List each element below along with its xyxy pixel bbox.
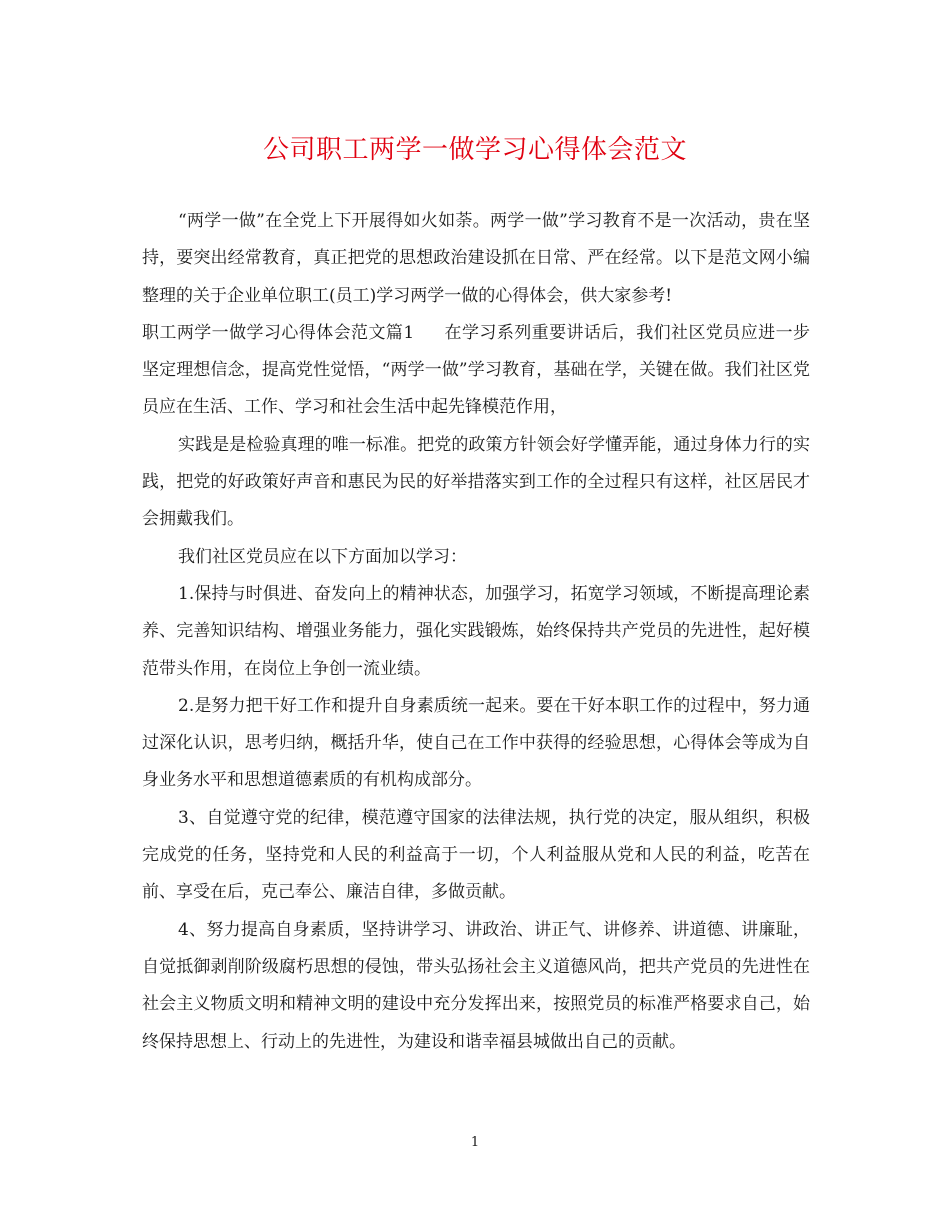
body-paragraph-practice: 实践是是检验真理的唯一标准。把党的政策方针领会好学懂弄能，通过身体力行的实践，把党的好政策好声音和惠民为民的好举措落实到工作的全过程只有这样，社区居民才会拥戴我们。: [142, 434, 810, 530]
list-item-4: 4、努力提高自身素质，坚持讲学习、讲政治、讲正气、讲修养、讲道德、讲廉耻，自觉抵御剥削阶级腐朽思想的侵蚀，带头弘扬社会主义道德风尚，把共产党员的先进性在社会主义物质文明和精神文明的建设中充分发挥出来，按照党员的标准严格要求自己，始终保持思想上、行动上的先进性，为建设和谐幸福县城做出自己的贡献。: [142, 919, 810, 1052]
intro-paragraph: “两学一做”在全党上下开展得如火如荼。两学一做”学习教育不是一次活动，贵在坚持，要突出经常教育，真正把党的思想政治建设抓在日常、严在经常。以下是范文网小编整理的关于企业单位职工(员工)学习两学一做的心得体会，供大家参考!: [142, 211, 810, 306]
body-paragraph-list-intro: 我们社区党员应在以下方面加以学习：: [178, 546, 467, 567]
list-item-3: 3、自觉遵守党的纪律，模范遵守国家的法律法规，执行党的决定，服从组织，积极完成党的任务，坚持党和人民的利益高于一切，个人利益服从党和人民的利益，吃苦在前、享受在后，克己奉公、廉洁自律，多做贡献。: [142, 807, 810, 903]
document-body: [142, 203, 810, 1061]
section-paragraph: [142, 315, 810, 427]
section-lead: 在学习系列重要讲话后，我们社区党员应进一步坚定理想信念，提高党性觉悟，“两学一做”学习教育，基础在学，关键在做。我们社区党员应在生活、工作、学习和社会生活中起先锋模范作用，: [142, 322, 810, 418]
document-title: 公司职工两学一做学习心得体会范文: [262, 135, 687, 165]
section-heading: 职工两学一做学习心得体会范文篇1: [142, 322, 415, 343]
page-number: 1: [470, 1135, 480, 1150]
list-item-2: 2.是努力把干好工作和提升自身素质统一起来。要在干好本职工作的过程中，努力通过深化认识，思考归纳，概括升华，使自己在工作中获得的经验思想，心得体会等成为自身业务水平和思想道德素质的有机构成部分。: [142, 695, 810, 791]
list-item-1: 1.保持与时俱进、奋发向上的精神状态，加强学习，拓宽学习领域，不断提高理论素养、完善知识结构、增强业务能力，强化实践锻炼，始终保持共产党员的先进性，起好模范带头作用，在岗位上争创一流业绩。: [142, 583, 810, 679]
